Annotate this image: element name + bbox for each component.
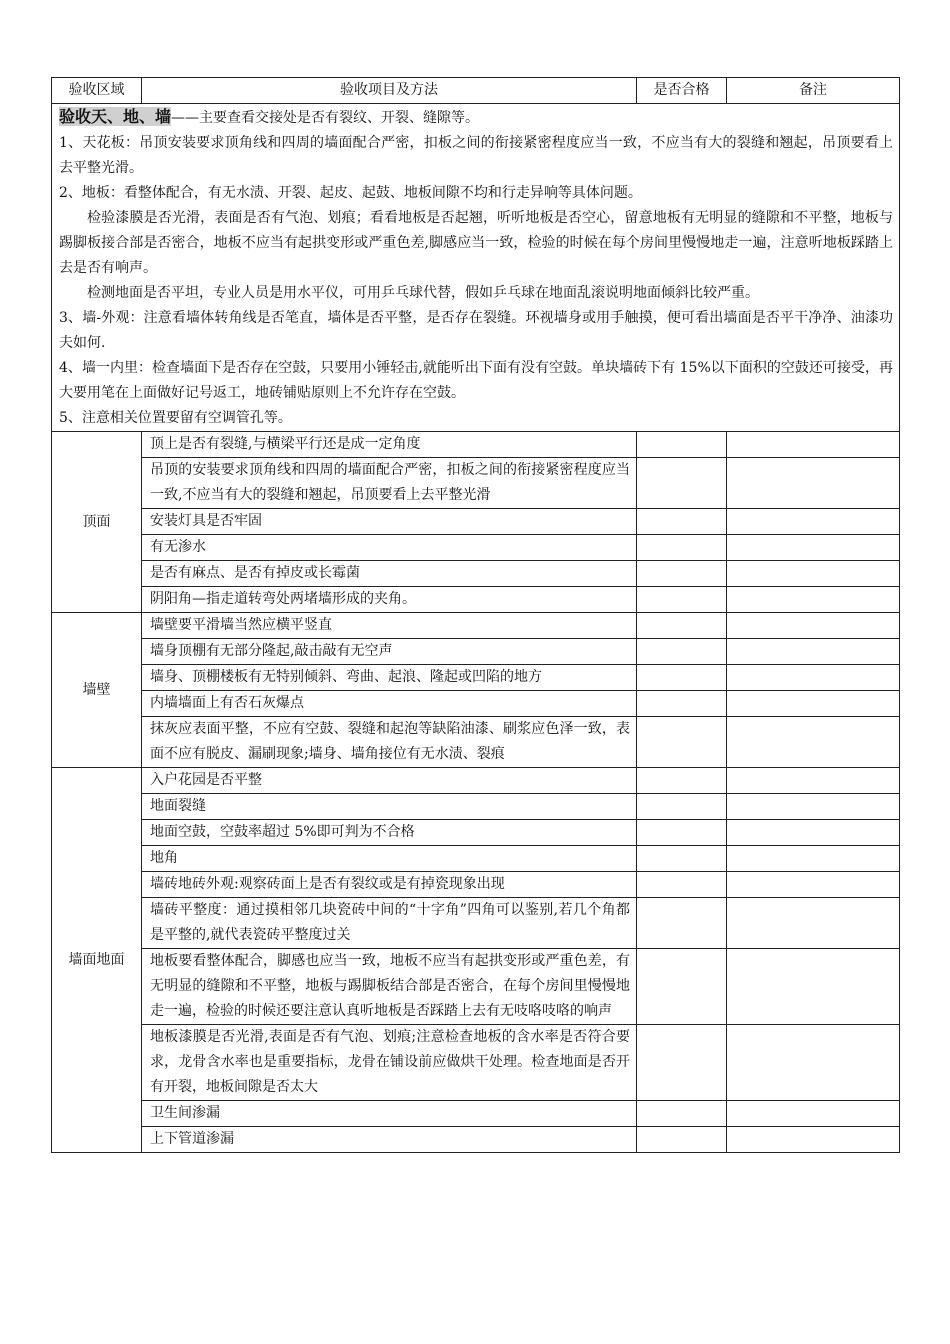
remarks-cell[interactable] bbox=[727, 535, 900, 561]
remarks-cell[interactable] bbox=[727, 665, 900, 691]
check-item: 卫生间渗漏 bbox=[142, 1101, 637, 1127]
intro-paragraph: 检测地面是否平坦，专业人员是用水平仪，可用乒乓球代替，假如乒乓球在地面乱滚说明地面倾斜比较严重。 bbox=[87, 285, 759, 301]
check-item: 有无渗水 bbox=[142, 535, 637, 561]
remarks-cell[interactable] bbox=[727, 872, 900, 898]
checklist-row bbox=[52, 587, 900, 613]
checklist-row bbox=[52, 794, 900, 820]
intro-cell bbox=[52, 104, 900, 432]
qualified-cell[interactable] bbox=[637, 561, 727, 587]
check-item: 阴阳角—指走道转弯处两堵墙形成的夹角。 bbox=[142, 587, 637, 613]
qualified-cell[interactable] bbox=[637, 898, 727, 949]
check-item: 地角 bbox=[142, 846, 637, 872]
remarks-cell[interactable] bbox=[727, 768, 900, 794]
remarks-cell[interactable] bbox=[727, 898, 900, 949]
qualified-cell[interactable] bbox=[637, 1127, 727, 1153]
header-items-methods: 验收项目及方法 bbox=[142, 78, 637, 104]
qualified-cell[interactable] bbox=[637, 587, 727, 613]
checklist-row bbox=[52, 561, 900, 587]
qualified-cell[interactable] bbox=[637, 820, 727, 846]
checklist-row bbox=[52, 949, 900, 1025]
qualified-cell[interactable] bbox=[637, 872, 727, 898]
remarks-cell[interactable] bbox=[727, 820, 900, 846]
qualified-cell[interactable] bbox=[637, 535, 727, 561]
check-item: 地面空鼓，空鼓率超过 5%即可判为不合格 bbox=[142, 820, 637, 846]
header-area: 验收区域 bbox=[52, 78, 142, 104]
remarks-cell[interactable] bbox=[727, 613, 900, 639]
intro-paragraph: 2、地板：看整体配合，有无水渍、开裂、起皮、起鼓、地板间隙不均和行走异响等具体问题。 bbox=[59, 185, 642, 201]
checklist-row bbox=[52, 535, 900, 561]
qualified-cell[interactable] bbox=[637, 691, 727, 717]
check-item: 吊顶的安装要求顶角线和四周的墙面配合严密，扣板之间的衔接紧密程度应当一致,不应当有大的裂缝和翘起，吊顶要看上去平整光滑 bbox=[142, 458, 637, 509]
remarks-cell[interactable] bbox=[727, 639, 900, 665]
area-cell: 墙壁 bbox=[52, 613, 142, 768]
qualified-cell[interactable] bbox=[637, 1025, 727, 1101]
remarks-cell[interactable] bbox=[727, 509, 900, 535]
checklist-row bbox=[52, 1025, 900, 1101]
checklist-row bbox=[52, 1101, 900, 1127]
area-cell: 墙面地面 bbox=[52, 768, 142, 1153]
intro-heading bbox=[59, 104, 893, 131]
qualified-cell[interactable] bbox=[637, 794, 727, 820]
intro-title: 验收天、地、墙 bbox=[59, 107, 172, 126]
checklist-row bbox=[52, 717, 900, 768]
qualified-cell[interactable] bbox=[637, 717, 727, 768]
intro-title-suffix: ——主要查看交接处是否有裂纹、开裂、缝隙等。 bbox=[171, 110, 480, 126]
qualified-cell[interactable] bbox=[637, 1101, 727, 1127]
checklist-row bbox=[52, 872, 900, 898]
remarks-cell[interactable] bbox=[727, 1101, 900, 1127]
remarks-cell[interactable] bbox=[727, 1127, 900, 1153]
check-item: 顶上是否有裂缝,与横梁平行还是成一定角度 bbox=[142, 432, 637, 458]
checklist-row bbox=[52, 613, 900, 639]
qualified-cell[interactable] bbox=[637, 846, 727, 872]
remarks-cell[interactable] bbox=[727, 561, 900, 587]
qualified-cell[interactable] bbox=[637, 458, 727, 509]
remarks-cell[interactable] bbox=[727, 1025, 900, 1101]
remarks-cell[interactable] bbox=[727, 691, 900, 717]
check-item: 安装灯具是否牢固 bbox=[142, 509, 637, 535]
check-item: 抹灰应表面平整，不应有空鼓、裂缝和起泡等缺陷油漆、刷浆应色泽一致，表面不应有脱皮、漏刷现象;墙身、墙角接位有无水渍、裂痕 bbox=[142, 717, 637, 768]
checklist-row bbox=[52, 768, 900, 794]
check-item: 墙砖平整度：通过摸相邻几块瓷砖中间的“十字角”四角可以鉴别,若几个角都是平整的,就代表瓷砖平整度过关 bbox=[142, 898, 637, 949]
intro-paragraph: 5、注意相关位置要留有空调管孔等。 bbox=[59, 410, 292, 426]
header-qualified: 是否合格 bbox=[637, 78, 727, 104]
qualified-cell[interactable] bbox=[637, 768, 727, 794]
header-row bbox=[52, 78, 900, 104]
checklist-row bbox=[52, 432, 900, 458]
checklist-row bbox=[52, 898, 900, 949]
checklist-row bbox=[52, 820, 900, 846]
checklist-row bbox=[52, 691, 900, 717]
qualified-cell[interactable] bbox=[637, 432, 727, 458]
remarks-cell[interactable] bbox=[727, 717, 900, 768]
check-item: 墙身、顶棚楼板有无特别倾斜、弯曲、起浪、隆起或凹陷的地方 bbox=[142, 665, 637, 691]
header-remarks: 备注 bbox=[727, 78, 900, 104]
checklist-row bbox=[52, 1127, 900, 1153]
qualified-cell[interactable] bbox=[637, 613, 727, 639]
checklist-row bbox=[52, 458, 900, 509]
check-item: 地板漆膜是否光滑,表面是否有气泡、划痕;注意检查地板的含水率是否符合要求，龙骨含水率也是重要指标，龙骨在铺设前应做烘干处理。检查地面是否开有开裂，地板间隙是否太大 bbox=[142, 1025, 637, 1101]
check-item: 内墙墙面上有否石灰爆点 bbox=[142, 691, 637, 717]
check-item: 是否有麻点、是否有掉皮或长霉菌 bbox=[142, 561, 637, 587]
remarks-cell[interactable] bbox=[727, 458, 900, 509]
inspection-table bbox=[51, 77, 900, 1153]
intro-paragraph: 1、天花板：吊顶安装要求顶角线和四周的墙面配合严密，扣板之间的衔接紧密程度应当一致，不应当有大的裂缝和翘起，吊顶要看上去平整光滑。 bbox=[59, 135, 893, 176]
qualified-cell[interactable] bbox=[637, 509, 727, 535]
remarks-cell[interactable] bbox=[727, 587, 900, 613]
check-item: 上下管道渗漏 bbox=[142, 1127, 637, 1153]
check-item: 地面裂缝 bbox=[142, 794, 637, 820]
check-item: 地板要看整体配合，脚感也应当一致，地板不应当有起拱变形或严重色差，有无明显的缝隙和不平整，地板与踢脚板结合部是否密合，在每个房间里慢慢地走一遍，检验的时候还要注意认真听地板是否踩踏上去有无吱咯吱咯的响声 bbox=[142, 949, 637, 1025]
check-item: 墙壁要平滑墙当然应横平竖直 bbox=[142, 613, 637, 639]
remarks-cell[interactable] bbox=[727, 949, 900, 1025]
checklist-row bbox=[52, 639, 900, 665]
remarks-cell[interactable] bbox=[727, 846, 900, 872]
intro-row bbox=[52, 104, 900, 432]
qualified-cell[interactable] bbox=[637, 665, 727, 691]
checklist-row bbox=[52, 509, 900, 535]
intro-paragraph: 检验漆膜是否光滑，表面是否有气泡、划痕；看看地板是否起翘，听听地板是否空心，留意地板有无明显的缝隙和不平整，地板与踢脚板接合部是否密合，地板不应当有起拱变形或严重色差,脚感应当一致，检验的时候在每个房间里慢慢地走一遍，注意听地板踩踏上去是否有响声。 bbox=[59, 210, 893, 276]
qualified-cell[interactable] bbox=[637, 949, 727, 1025]
checklist-row bbox=[52, 665, 900, 691]
inspection-document bbox=[51, 77, 899, 1153]
check-item: 入户花园是否平整 bbox=[142, 768, 637, 794]
qualified-cell[interactable] bbox=[637, 639, 727, 665]
remarks-cell[interactable] bbox=[727, 432, 900, 458]
area-cell: 顶面 bbox=[52, 432, 142, 613]
remarks-cell[interactable] bbox=[727, 794, 900, 820]
check-item: 墙身顶棚有无部分隆起,敲击敲有无空声 bbox=[142, 639, 637, 665]
intro-paragraph: 3、墙-外观：注意看墙体转角线是否笔直，墙体是否平整，是否存在裂缝。环视墙身或用手触摸，便可看出墙面是否平干净净、油漆功夫如何. bbox=[59, 310, 893, 351]
intro-paragraph: 4、墙一内里：检查墙面下是否存在空鼓，只要用小锤轻击,就能听出下面有没有空鼓。单块墙砖下有 15%以下面积的空鼓还可接受，再大要用笔在上面做好记号返工，地砖铺贴原则上不允许存在空鼓。 bbox=[59, 360, 893, 401]
check-item: 墙砖地砖外观:观察砖面上是否有裂纹或是有掉瓷现象出现 bbox=[142, 872, 637, 898]
checklist-row bbox=[52, 846, 900, 872]
